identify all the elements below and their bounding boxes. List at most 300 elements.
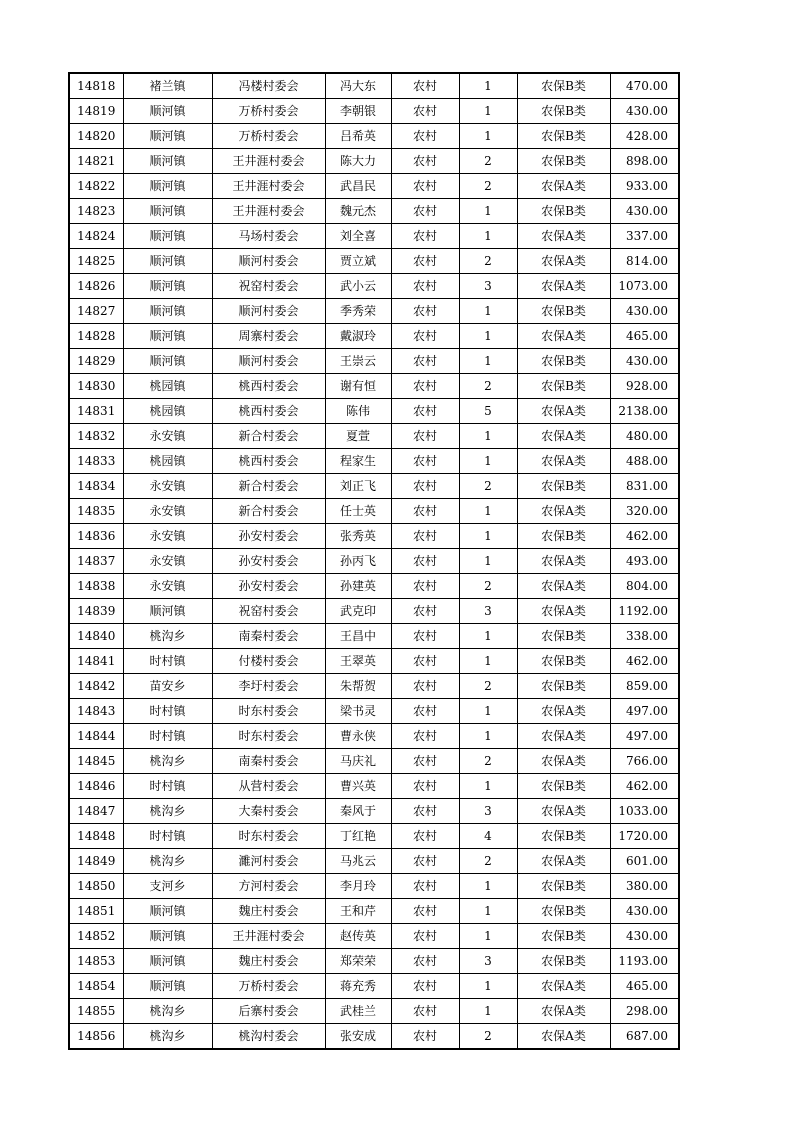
record-id-cell: 14853: [69, 949, 123, 974]
record-id-cell: 14828: [69, 324, 123, 349]
village-committee-cell: 顺河村委会: [212, 299, 325, 324]
record-id-cell: 14827: [69, 299, 123, 324]
person-name-cell: 孙丙飞: [325, 549, 391, 574]
table-row: [69, 324, 679, 349]
area-type-cell: 农村: [391, 674, 459, 699]
township-cell: 顺河镇: [123, 899, 212, 924]
household-size-cell: 3: [459, 274, 517, 299]
table-row: [69, 874, 679, 899]
person-name-cell: 梁书灵: [325, 699, 391, 724]
village-committee-cell: 孙安村委会: [212, 549, 325, 574]
record-id-cell: 14839: [69, 599, 123, 624]
amount-cell: 2138.00: [610, 399, 679, 424]
person-name-cell: 王崇云: [325, 349, 391, 374]
record-id-cell: 14845: [69, 749, 123, 774]
insurance-category-cell: 农保A类: [517, 324, 610, 349]
insurance-category-cell: 农保A类: [517, 799, 610, 824]
table-row: [69, 924, 679, 949]
household-size-cell: 1: [459, 324, 517, 349]
area-type-cell: 农村: [391, 749, 459, 774]
township-cell: 顺河镇: [123, 99, 212, 124]
village-committee-cell: 时东村委会: [212, 824, 325, 849]
insurance-category-cell: 农保A类: [517, 599, 610, 624]
village-committee-cell: 王井涯村委会: [212, 199, 325, 224]
person-name-cell: 程家生: [325, 449, 391, 474]
amount-cell: 480.00: [610, 424, 679, 449]
household-size-cell: 1: [459, 524, 517, 549]
insurance-category-cell: 农保B类: [517, 124, 610, 149]
table-row: [69, 274, 679, 299]
person-name-cell: 陈大力: [325, 149, 391, 174]
record-id-cell: 14834: [69, 474, 123, 499]
insurance-category-cell: 农保B类: [517, 624, 610, 649]
household-size-cell: 1: [459, 899, 517, 924]
person-name-cell: 王翠英: [325, 649, 391, 674]
township-cell: 桃沟乡: [123, 624, 212, 649]
area-type-cell: 农村: [391, 699, 459, 724]
township-cell: 时村镇: [123, 699, 212, 724]
person-name-cell: 秦风于: [325, 799, 391, 824]
person-name-cell: 曹兴英: [325, 774, 391, 799]
household-size-cell: 4: [459, 824, 517, 849]
household-size-cell: 1: [459, 124, 517, 149]
village-committee-cell: 桃西村委会: [212, 399, 325, 424]
household-size-cell: 2: [459, 174, 517, 199]
township-cell: 顺河镇: [123, 974, 212, 999]
village-committee-cell: 桃沟村委会: [212, 1024, 325, 1050]
insurance-category-cell: 农保B类: [517, 924, 610, 949]
household-size-cell: 1: [459, 974, 517, 999]
table-row: [69, 824, 679, 849]
amount-cell: 337.00: [610, 224, 679, 249]
record-id-cell: 14826: [69, 274, 123, 299]
household-size-cell: 3: [459, 799, 517, 824]
village-committee-cell: 祝窑村委会: [212, 274, 325, 299]
area-type-cell: 农村: [391, 149, 459, 174]
household-size-cell: 1: [459, 499, 517, 524]
insurance-category-cell: 农保B类: [517, 199, 610, 224]
village-committee-cell: 王井涯村委会: [212, 174, 325, 199]
insurance-category-cell: 农保A类: [517, 274, 610, 299]
area-type-cell: 农村: [391, 324, 459, 349]
household-size-cell: 3: [459, 599, 517, 624]
area-type-cell: 农村: [391, 474, 459, 499]
table-row: [69, 249, 679, 274]
area-type-cell: 农村: [391, 499, 459, 524]
roster-table-body: [69, 73, 679, 1049]
insurance-category-cell: 农保B类: [517, 349, 610, 374]
household-size-cell: 2: [459, 1024, 517, 1050]
amount-cell: 831.00: [610, 474, 679, 499]
village-committee-cell: 南秦村委会: [212, 749, 325, 774]
person-name-cell: 刘正飞: [325, 474, 391, 499]
record-id-cell: 14831: [69, 399, 123, 424]
area-type-cell: 农村: [391, 824, 459, 849]
person-name-cell: 李月玲: [325, 874, 391, 899]
village-committee-cell: 祝窑村委会: [212, 599, 325, 624]
insurance-category-cell: 农保B类: [517, 299, 610, 324]
area-type-cell: 农村: [391, 599, 459, 624]
record-id-cell: 14846: [69, 774, 123, 799]
household-size-cell: 1: [459, 924, 517, 949]
amount-cell: 493.00: [610, 549, 679, 574]
roster-table: [68, 72, 680, 1050]
insurance-category-cell: 农保A类: [517, 249, 610, 274]
amount-cell: 1192.00: [610, 599, 679, 624]
person-name-cell: 曹永侠: [325, 724, 391, 749]
record-id-cell: 14819: [69, 99, 123, 124]
household-size-cell: 2: [459, 474, 517, 499]
record-id-cell: 14848: [69, 824, 123, 849]
area-type-cell: 农村: [391, 99, 459, 124]
township-cell: 时村镇: [123, 824, 212, 849]
table-row: [69, 574, 679, 599]
record-id-cell: 14854: [69, 974, 123, 999]
area-type-cell: 农村: [391, 874, 459, 899]
record-id-cell: 14844: [69, 724, 123, 749]
village-committee-cell: 万桥村委会: [212, 124, 325, 149]
township-cell: 褚兰镇: [123, 73, 212, 99]
amount-cell: 430.00: [610, 99, 679, 124]
township-cell: 桃园镇: [123, 449, 212, 474]
amount-cell: 462.00: [610, 649, 679, 674]
village-committee-cell: 大秦村委会: [212, 799, 325, 824]
amount-cell: 462.00: [610, 524, 679, 549]
amount-cell: 298.00: [610, 999, 679, 1024]
village-committee-cell: 李圩村委会: [212, 674, 325, 699]
village-committee-cell: 新合村委会: [212, 499, 325, 524]
township-cell: 顺河镇: [123, 324, 212, 349]
table-row: [69, 649, 679, 674]
record-id-cell: 14818: [69, 73, 123, 99]
insurance-category-cell: 农保A类: [517, 499, 610, 524]
township-cell: 顺河镇: [123, 949, 212, 974]
amount-cell: 462.00: [610, 774, 679, 799]
village-committee-cell: 王井涯村委会: [212, 924, 325, 949]
person-name-cell: 马兆云: [325, 849, 391, 874]
township-cell: 顺河镇: [123, 124, 212, 149]
household-size-cell: 1: [459, 624, 517, 649]
insurance-category-cell: 农保A类: [517, 999, 610, 1024]
table-row: [69, 724, 679, 749]
area-type-cell: 农村: [391, 73, 459, 99]
household-size-cell: 1: [459, 224, 517, 249]
person-name-cell: 贾立斌: [325, 249, 391, 274]
household-size-cell: 1: [459, 874, 517, 899]
township-cell: 顺河镇: [123, 599, 212, 624]
amount-cell: 430.00: [610, 924, 679, 949]
area-type-cell: 农村: [391, 999, 459, 1024]
table-row: [69, 674, 679, 699]
table-row: [69, 374, 679, 399]
insurance-category-cell: 农保A类: [517, 749, 610, 774]
insurance-category-cell: 农保B类: [517, 949, 610, 974]
record-id-cell: 14821: [69, 149, 123, 174]
area-type-cell: 农村: [391, 349, 459, 374]
person-name-cell: 张安成: [325, 1024, 391, 1050]
record-id-cell: 14822: [69, 174, 123, 199]
township-cell: 顺河镇: [123, 149, 212, 174]
person-name-cell: 武克印: [325, 599, 391, 624]
table-row: [69, 699, 679, 724]
household-size-cell: 1: [459, 999, 517, 1024]
village-committee-cell: 新合村委会: [212, 424, 325, 449]
household-size-cell: 1: [459, 724, 517, 749]
household-size-cell: 1: [459, 549, 517, 574]
village-committee-cell: 方河村委会: [212, 874, 325, 899]
table-row: [69, 999, 679, 1024]
area-type-cell: 农村: [391, 399, 459, 424]
person-name-cell: 季秀荣: [325, 299, 391, 324]
record-id-cell: 14824: [69, 224, 123, 249]
area-type-cell: 农村: [391, 924, 459, 949]
table-row: [69, 124, 679, 149]
person-name-cell: 王昌中: [325, 624, 391, 649]
amount-cell: 933.00: [610, 174, 679, 199]
record-id-cell: 14843: [69, 699, 123, 724]
area-type-cell: 农村: [391, 899, 459, 924]
person-name-cell: 魏元杰: [325, 199, 391, 224]
table-row: [69, 349, 679, 374]
person-name-cell: 王和芹: [325, 899, 391, 924]
area-type-cell: 农村: [391, 199, 459, 224]
township-cell: 桃沟乡: [123, 799, 212, 824]
amount-cell: 470.00: [610, 73, 679, 99]
area-type-cell: 农村: [391, 524, 459, 549]
household-size-cell: 1: [459, 199, 517, 224]
household-size-cell: 1: [459, 774, 517, 799]
table-row: [69, 599, 679, 624]
area-type-cell: 农村: [391, 224, 459, 249]
area-type-cell: 农村: [391, 724, 459, 749]
insurance-category-cell: 农保B类: [517, 649, 610, 674]
household-size-cell: 1: [459, 424, 517, 449]
township-cell: 永安镇: [123, 524, 212, 549]
village-committee-cell: 濉河村委会: [212, 849, 325, 874]
township-cell: 顺河镇: [123, 249, 212, 274]
record-id-cell: 14850: [69, 874, 123, 899]
table-row: [69, 624, 679, 649]
table-row: [69, 149, 679, 174]
insurance-category-cell: 农保A类: [517, 174, 610, 199]
person-name-cell: 马庆礼: [325, 749, 391, 774]
person-name-cell: 冯大东: [325, 73, 391, 99]
township-cell: 时村镇: [123, 649, 212, 674]
record-id-cell: 14837: [69, 549, 123, 574]
area-type-cell: 农村: [391, 549, 459, 574]
village-committee-cell: 魏庄村委会: [212, 899, 325, 924]
township-cell: 永安镇: [123, 549, 212, 574]
area-type-cell: 农村: [391, 574, 459, 599]
township-cell: 桃沟乡: [123, 849, 212, 874]
amount-cell: 320.00: [610, 499, 679, 524]
amount-cell: 687.00: [610, 1024, 679, 1050]
township-cell: 顺河镇: [123, 224, 212, 249]
record-id-cell: 14842: [69, 674, 123, 699]
village-committee-cell: 魏庄村委会: [212, 949, 325, 974]
household-size-cell: 1: [459, 449, 517, 474]
village-committee-cell: 王井涯村委会: [212, 149, 325, 174]
village-committee-cell: 冯楼村委会: [212, 73, 325, 99]
township-cell: 顺河镇: [123, 924, 212, 949]
township-cell: 时村镇: [123, 774, 212, 799]
township-cell: 顺河镇: [123, 299, 212, 324]
village-committee-cell: 马场村委会: [212, 224, 325, 249]
amount-cell: 804.00: [610, 574, 679, 599]
person-name-cell: 武昌民: [325, 174, 391, 199]
amount-cell: 465.00: [610, 324, 679, 349]
person-name-cell: 刘全喜: [325, 224, 391, 249]
household-size-cell: 2: [459, 249, 517, 274]
amount-cell: 1033.00: [610, 799, 679, 824]
household-size-cell: 2: [459, 674, 517, 699]
area-type-cell: 农村: [391, 974, 459, 999]
amount-cell: 497.00: [610, 724, 679, 749]
table-row: [69, 199, 679, 224]
household-size-cell: 2: [459, 574, 517, 599]
village-committee-cell: 桃西村委会: [212, 449, 325, 474]
insurance-category-cell: 农保A类: [517, 549, 610, 574]
household-size-cell: 1: [459, 649, 517, 674]
record-id-cell: 14825: [69, 249, 123, 274]
insurance-category-cell: 农保B类: [517, 149, 610, 174]
table-row: [69, 224, 679, 249]
insurance-category-cell: 农保A类: [517, 974, 610, 999]
household-size-cell: 2: [459, 374, 517, 399]
person-name-cell: 赵传英: [325, 924, 391, 949]
amount-cell: 338.00: [610, 624, 679, 649]
person-name-cell: 武小云: [325, 274, 391, 299]
record-id-cell: 14855: [69, 999, 123, 1024]
township-cell: 永安镇: [123, 574, 212, 599]
township-cell: 支河乡: [123, 874, 212, 899]
area-type-cell: 农村: [391, 649, 459, 674]
amount-cell: 430.00: [610, 299, 679, 324]
area-type-cell: 农村: [391, 624, 459, 649]
table-row: [69, 799, 679, 824]
village-committee-cell: 周寨村委会: [212, 324, 325, 349]
household-size-cell: 1: [459, 73, 517, 99]
insurance-category-cell: 农保A类: [517, 849, 610, 874]
township-cell: 顺河镇: [123, 274, 212, 299]
insurance-category-cell: 农保A类: [517, 424, 610, 449]
record-id-cell: 14820: [69, 124, 123, 149]
person-name-cell: 谢有恒: [325, 374, 391, 399]
amount-cell: 497.00: [610, 699, 679, 724]
table-row: [69, 749, 679, 774]
record-id-cell: 14835: [69, 499, 123, 524]
record-id-cell: 14833: [69, 449, 123, 474]
village-committee-cell: 付楼村委会: [212, 649, 325, 674]
person-name-cell: 李朝银: [325, 99, 391, 124]
area-type-cell: 农村: [391, 849, 459, 874]
township-cell: 苗安乡: [123, 674, 212, 699]
household-size-cell: 3: [459, 949, 517, 974]
area-type-cell: 农村: [391, 424, 459, 449]
area-type-cell: 农村: [391, 274, 459, 299]
insurance-category-cell: 农保B类: [517, 774, 610, 799]
household-size-cell: 1: [459, 99, 517, 124]
township-cell: 时村镇: [123, 724, 212, 749]
amount-cell: 1720.00: [610, 824, 679, 849]
household-size-cell: 5: [459, 399, 517, 424]
table-row: [69, 399, 679, 424]
table-row: [69, 73, 679, 99]
person-name-cell: 戴淑玲: [325, 324, 391, 349]
record-id-cell: 14832: [69, 424, 123, 449]
record-id-cell: 14838: [69, 574, 123, 599]
table-row: [69, 424, 679, 449]
amount-cell: 898.00: [610, 149, 679, 174]
person-name-cell: 夏萱: [325, 424, 391, 449]
household-size-cell: 1: [459, 349, 517, 374]
record-id-cell: 14829: [69, 349, 123, 374]
area-type-cell: 农村: [391, 1024, 459, 1050]
amount-cell: 928.00: [610, 374, 679, 399]
insurance-category-cell: 农保A类: [517, 699, 610, 724]
amount-cell: 430.00: [610, 199, 679, 224]
township-cell: 顺河镇: [123, 199, 212, 224]
insurance-category-cell: 农保A类: [517, 1024, 610, 1050]
insurance-category-cell: 农保B类: [517, 824, 610, 849]
household-size-cell: 2: [459, 149, 517, 174]
area-type-cell: 农村: [391, 949, 459, 974]
record-id-cell: 14823: [69, 199, 123, 224]
village-committee-cell: 顺河村委会: [212, 349, 325, 374]
township-cell: 桃园镇: [123, 399, 212, 424]
township-cell: 永安镇: [123, 424, 212, 449]
amount-cell: 488.00: [610, 449, 679, 474]
record-id-cell: 14840: [69, 624, 123, 649]
insurance-category-cell: 农保B类: [517, 73, 610, 99]
record-id-cell: 14852: [69, 924, 123, 949]
record-id-cell: 14836: [69, 524, 123, 549]
table-row: [69, 949, 679, 974]
village-committee-cell: 孙安村委会: [212, 574, 325, 599]
record-id-cell: 14841: [69, 649, 123, 674]
village-committee-cell: 后寨村委会: [212, 999, 325, 1024]
village-committee-cell: 从营村委会: [212, 774, 325, 799]
amount-cell: 380.00: [610, 874, 679, 899]
area-type-cell: 农村: [391, 799, 459, 824]
record-id-cell: 14849: [69, 849, 123, 874]
amount-cell: 465.00: [610, 974, 679, 999]
insurance-category-cell: 农保A类: [517, 724, 610, 749]
area-type-cell: 农村: [391, 174, 459, 199]
person-name-cell: 孙建英: [325, 574, 391, 599]
amount-cell: 814.00: [610, 249, 679, 274]
table-row: [69, 174, 679, 199]
insurance-category-cell: 农保B类: [517, 99, 610, 124]
table-row: [69, 774, 679, 799]
insurance-category-cell: 农保B类: [517, 474, 610, 499]
insurance-category-cell: 农保A类: [517, 224, 610, 249]
table-row: [69, 1024, 679, 1050]
insurance-category-cell: 农保A类: [517, 399, 610, 424]
record-id-cell: 14851: [69, 899, 123, 924]
table-row: [69, 499, 679, 524]
area-type-cell: 农村: [391, 299, 459, 324]
village-committee-cell: 桃西村委会: [212, 374, 325, 399]
table-row: [69, 849, 679, 874]
person-name-cell: 武桂兰: [325, 999, 391, 1024]
person-name-cell: 任士英: [325, 499, 391, 524]
area-type-cell: 农村: [391, 374, 459, 399]
village-committee-cell: 万桥村委会: [212, 974, 325, 999]
person-name-cell: 丁红艳: [325, 824, 391, 849]
area-type-cell: 农村: [391, 124, 459, 149]
person-name-cell: 张秀英: [325, 524, 391, 549]
